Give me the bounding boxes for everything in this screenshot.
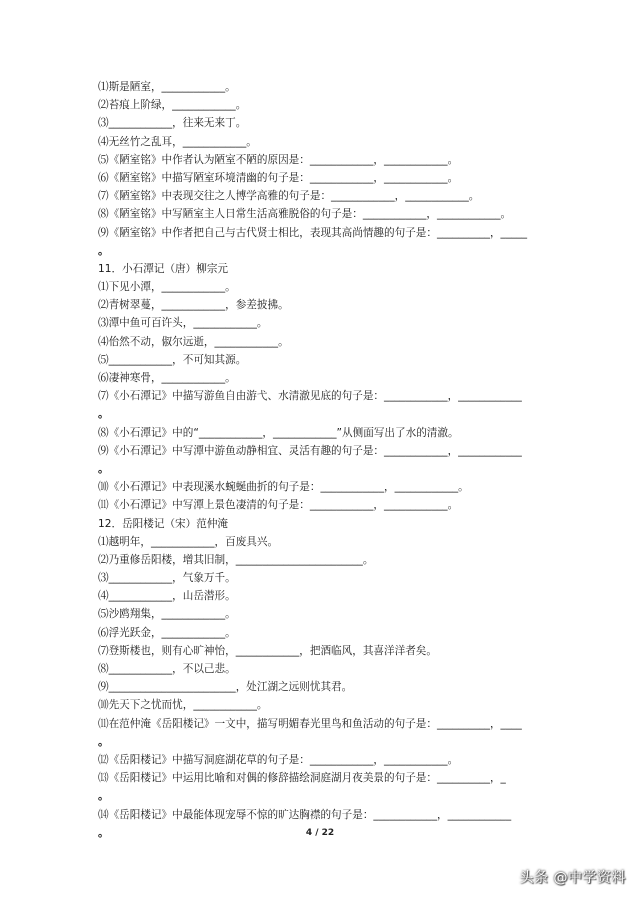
text-line: ⒁《岳阳楼记》中最能体现宠辱不惊的旷达胸襟的句子是：____________，____________ bbox=[98, 808, 512, 821]
text-line: ⑼________________________，处江湖之远则忧其君。 bbox=[98, 681, 353, 694]
text-line: 。 bbox=[98, 789, 109, 803]
text-line: ⑴下见小潭，____________。 bbox=[98, 281, 236, 294]
page-number: 4 / 22 bbox=[305, 828, 335, 838]
text-line: ⑵乃重修岳阳楼，增其旧制，________________________。 bbox=[98, 553, 374, 566]
text-line: ⑴越明年，____________，百废具兴。 bbox=[98, 535, 279, 548]
text-line: ⑵青树翠蔓，____________，参差披拂。 bbox=[98, 299, 289, 312]
text-line: ⑸沙鸥翔集，____________。 bbox=[98, 608, 236, 621]
text-line: ⑹浮光跃金，____________。 bbox=[98, 626, 236, 639]
text-line: 。 bbox=[98, 407, 109, 421]
text-line: ⑼《陋室铭》中作者把自己与古代贤士相比，表现其高尚情趣的句子是：__________，_____ bbox=[98, 226, 528, 239]
text-line: ⑵苔痕上阶绿，____________。 bbox=[98, 99, 247, 112]
text-line: ⑽先天下之忧而忧，____________。 bbox=[98, 699, 268, 712]
text-line: ⑹凄神寒骨，____________。 bbox=[98, 372, 236, 384]
text-line: 。 bbox=[98, 461, 109, 475]
text-line: ⑷____________，山岳潜形。 bbox=[98, 590, 236, 603]
text-line: ⑶潭中鱼可百许头，____________。 bbox=[98, 317, 268, 330]
text-line: 。 bbox=[98, 734, 109, 748]
text-line: ⑶____________，气象万千。 bbox=[98, 572, 236, 585]
document-body bbox=[98, 78, 568, 842]
text-line: ⑺《陋室铭》中表现交往之人博学高雅的句子是：____________，____________。 bbox=[98, 190, 480, 203]
text-line: ⑶____________，往来无来丁。 bbox=[98, 117, 247, 130]
text-line: ⑺《小石潭记》中描写游鱼自由游弋、水清澈见底的句子是：____________，____________ bbox=[98, 390, 522, 403]
text-line: ⑸____________，不可知其源。 bbox=[98, 353, 247, 366]
text-line: 。 bbox=[98, 243, 109, 257]
text-line: ⒀《岳阳楼记》中运用比喻和对偶的修辞描绘洞庭湖月夜美景的句子是：__________，_ bbox=[98, 772, 506, 785]
watermark: 头条 @中学资料 bbox=[519, 870, 626, 886]
text-line: ⑻____________，不以己悲。 bbox=[98, 663, 236, 675]
text-line: ⑸《陋室铭》中作者认为陋室不陋的原因是：____________，____________。 bbox=[98, 153, 459, 166]
text-line: ⑺登斯楼也，则有心旷神怡，____________，把酒临风，其喜洋洋者矣。 bbox=[98, 644, 437, 657]
text-line: 12．岳阳楼记（宋）范仲淹 bbox=[98, 517, 229, 530]
text-line: ⑻《小石潭记》中的“____________，____________”从侧面写出了水的清澈。 bbox=[98, 426, 459, 439]
text-line: ⑼《小石潭记》中写潭中游鱼动静相宜、灵活有趣的句子是：____________，____________ bbox=[98, 444, 522, 457]
text-line: ⑾《小石潭记》中写潭上景色凄清的句子是：____________，____________。 bbox=[98, 499, 459, 512]
text-line: 11．小石潭记（唐）柳宗元 bbox=[98, 262, 229, 275]
text-line: ⑻《陋室铭》中写陋室主人日常生活高雅脱俗的句子是：____________，____________。 bbox=[98, 208, 512, 221]
text-line: 。 bbox=[98, 825, 109, 839]
text-line: ⑹《陋室铭》中描写陋室环境清幽的句子是：____________，____________。 bbox=[98, 171, 459, 184]
text-line: ⑴斯是陋室，____________。 bbox=[98, 81, 236, 93]
text-line: ⑷无丝竹之乱耳，____________。 bbox=[98, 135, 257, 148]
text-line: ⑿《岳阳楼记》中描写洞庭湖花草的句子是：____________，____________。 bbox=[98, 753, 459, 766]
text-line: ⑽《小石潭记》中表现溪水蜿蜒曲折的句子是：____________，____________。 bbox=[98, 481, 469, 494]
text-line: ⑷佁然不动，俶尔远逝，____________。 bbox=[98, 335, 289, 348]
text-line: ⑾在范仲淹《岳阳楼记》一文中，描写明媚春光里鸟和鱼活动的句子是：__________，____ bbox=[98, 717, 522, 730]
